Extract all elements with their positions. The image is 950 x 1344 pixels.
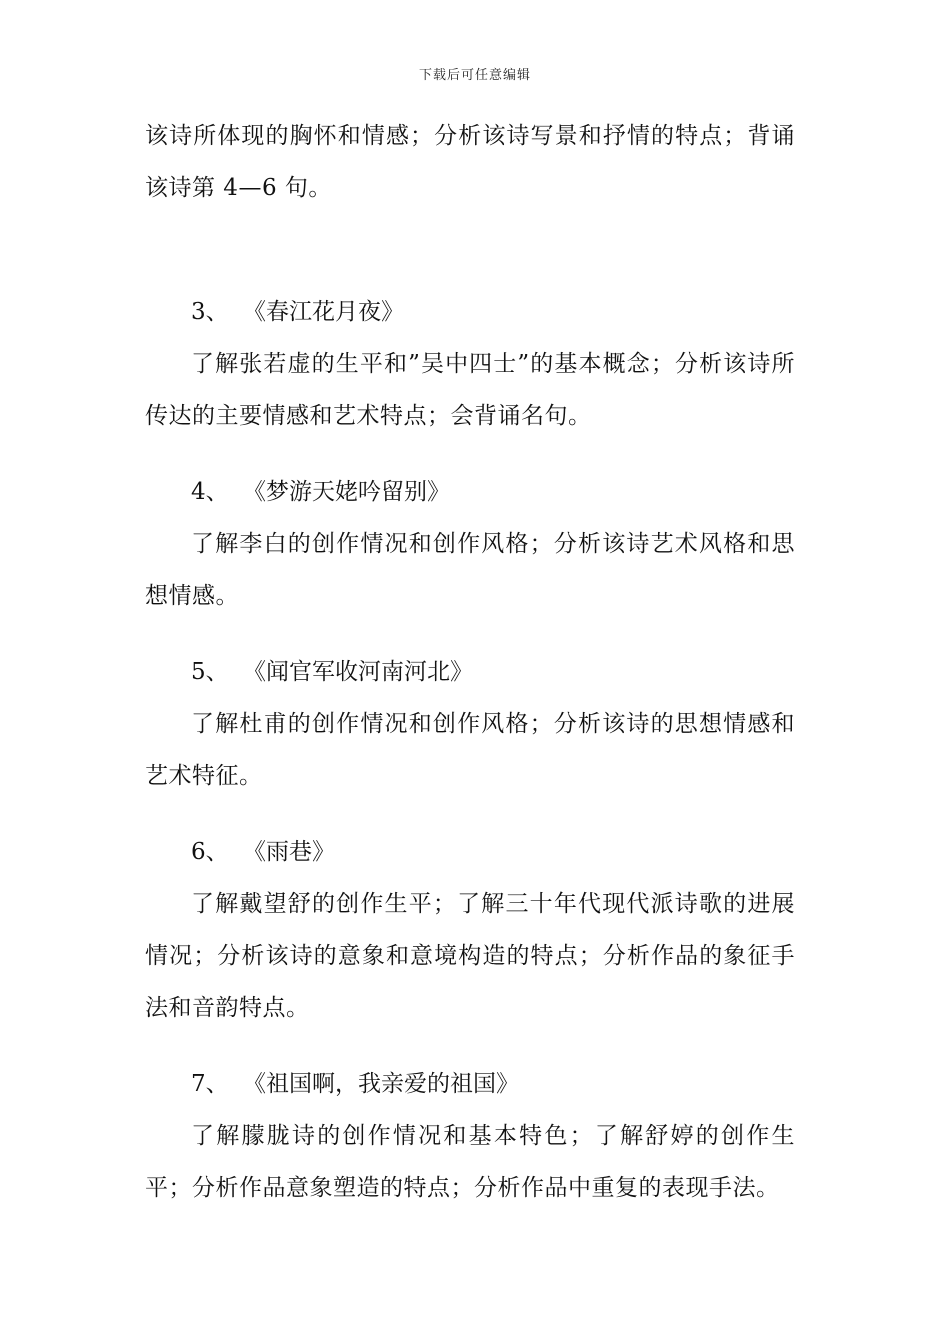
section-heading <box>145 646 795 698</box>
section-body: 了解杜甫的创作情况和创作风格；分析该诗的思想情感和艺术特征。 <box>145 711 795 789</box>
section-title: 《春江花月夜》 <box>243 299 404 325</box>
spacer <box>145 622 795 646</box>
section-item <box>145 286 795 442</box>
section-number: 7、 <box>191 1071 229 1097</box>
section-item <box>145 826 795 1034</box>
section-title: 《梦游天姥吟留别》 <box>243 479 450 505</box>
document-body <box>145 110 795 1214</box>
section-title: 《闻官军收河南河北》 <box>243 659 473 685</box>
section-body: 了解朦胧诗的创作情况和基本特色；了解舒婷的创作生平；分析作品意象塑造的特点；分析作品中重复的表现手法。 <box>145 1123 795 1201</box>
section-number: 5、 <box>191 659 229 685</box>
section-number: 3、 <box>191 299 229 325</box>
section-title: 《祖国啊，我亲爱的祖国》 <box>243 1071 519 1097</box>
spacer <box>145 1034 795 1058</box>
section-heading <box>145 1058 795 1110</box>
section-heading <box>145 826 795 878</box>
page-header: 下载后可任意编辑 <box>418 68 531 83</box>
section-number: 6、 <box>191 839 229 865</box>
section-item <box>145 1058 795 1214</box>
section-item <box>145 466 795 622</box>
section-body: 了解张若虚的生平和”吴中四士”的基本概念；分析该诗所传达的主要情感和艺术特点；会背诵名句。 <box>145 351 795 429</box>
section-number: 4、 <box>191 479 229 505</box>
section-item <box>145 646 795 802</box>
section-body: 了解戴望舒的创作生平；了解三十年代现代派诗歌的进展情况；分析该诗的意象和意境构造的特点；分析作品的象征手法和音韵特点。 <box>145 891 795 1021</box>
spacer <box>145 214 795 286</box>
intro-paragraph: 该诗所体现的胸怀和情感；分析该诗写景和抒情的特点；背诵该诗第 4—6 句。 <box>145 123 795 201</box>
section-heading <box>145 286 795 338</box>
spacer <box>145 802 795 826</box>
section-heading <box>145 466 795 518</box>
section-body: 了解李白的创作情况和创作风格；分析该诗艺术风格和思想情感。 <box>145 531 795 609</box>
section-title: 《雨巷》 <box>243 839 335 865</box>
spacer <box>145 442 795 466</box>
